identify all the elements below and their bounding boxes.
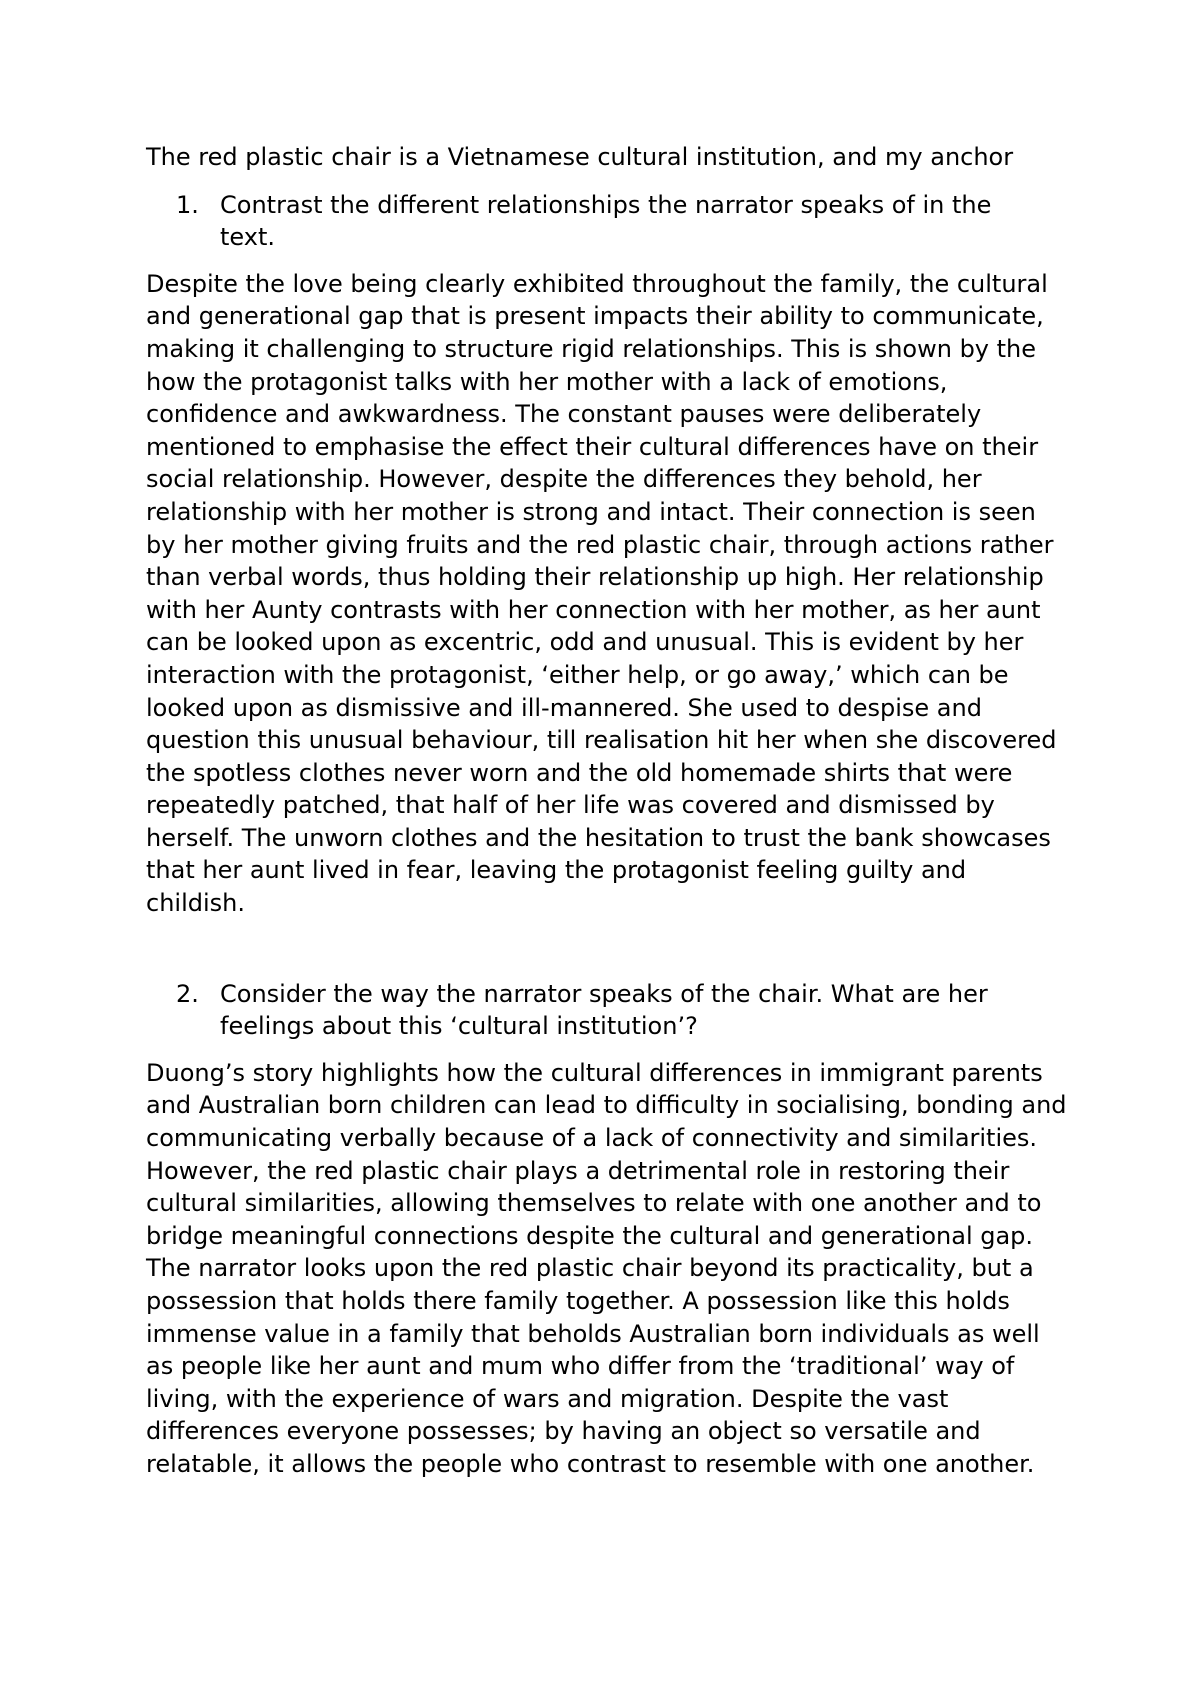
document-title: The red plastic chair is a Vietnamese cultural institution, and my anchor <box>146 143 1014 171</box>
document-body <box>146 141 1076 1481</box>
answer-paragraph-2: Duong’s story highlights how the cultural differences in immigrant parents and Australian born children can lead to difficulty in socialising, bonding and communicating verbally because of a lack of connectivity and similarities. However, the red plastic chair plays a detrimental role in restoring their cultural similarities, allowing themselves to relate with one another and to bridge meaningful connections despite the cultural and generational gap. The narrator looks upon the red plastic chair beyond its practicality, but a possession that holds there family together. A possession like this holds immense value in a family that beholds Australian born individuals as well as people like her aunt and mum who differ from the ‘traditional’ way of living, with the experience of wars and migration. Despite the vast differences everyone possesses; by having an object so versatile and relatable, it allows the people who contrast to resemble with one another. <box>146 1058 1067 1478</box>
answer-paragraph-1: Despite the love being clearly exhibited throughout the family, the cultural and generational gap that is present impacts their ability to communicate, making it challenging to structure rigid relationships. This is shown by the how the protagonist talks with her mother with a lack of emotions, confidence and awkwardness. The constant pauses were deliberately mentioned to emphasise the effect their cultural differences have on their social relationship. However, despite the differences they behold, her relationship with her mother is strong and intact. Their connection is seen by her mother giving fruits and the red plastic chair, through actions rather than verbal words, thus holding their relationship up high. Her relationship with her Aunty contrasts with her connection with her mother, as her aunt can be looked upon as excentric, odd and unusual. This is evident by her interaction with the protagonist, ‘either help, or go away,’ which can be looked upon as dismissive and ill-mannered. She used to despise and question this unusual behaviour, till realisation hit her when she discovered the spotless clothes never worn and the old homemade shirts that were repeatedly patched, that half of her life was covered and dismissed by herself. The unworn clothes and the hesitation to trust the bank showcases that her aunt lived in fear, leaving the protagonist feeling guilty and childish. <box>146 269 1057 918</box>
question-2 <box>146 978 1076 1043</box>
question-number: 1. <box>176 190 199 219</box>
question-number: 2. <box>176 979 199 1008</box>
question-text: Contrast the different relationships the narrator speaks of in the text. <box>220 190 992 252</box>
question-text: Consider the way the narrator speaks of the chair. What are her feelings about this ‘cultural institution’? <box>220 979 988 1041</box>
question-1 <box>146 189 1076 254</box>
spacer <box>146 920 1076 978</box>
